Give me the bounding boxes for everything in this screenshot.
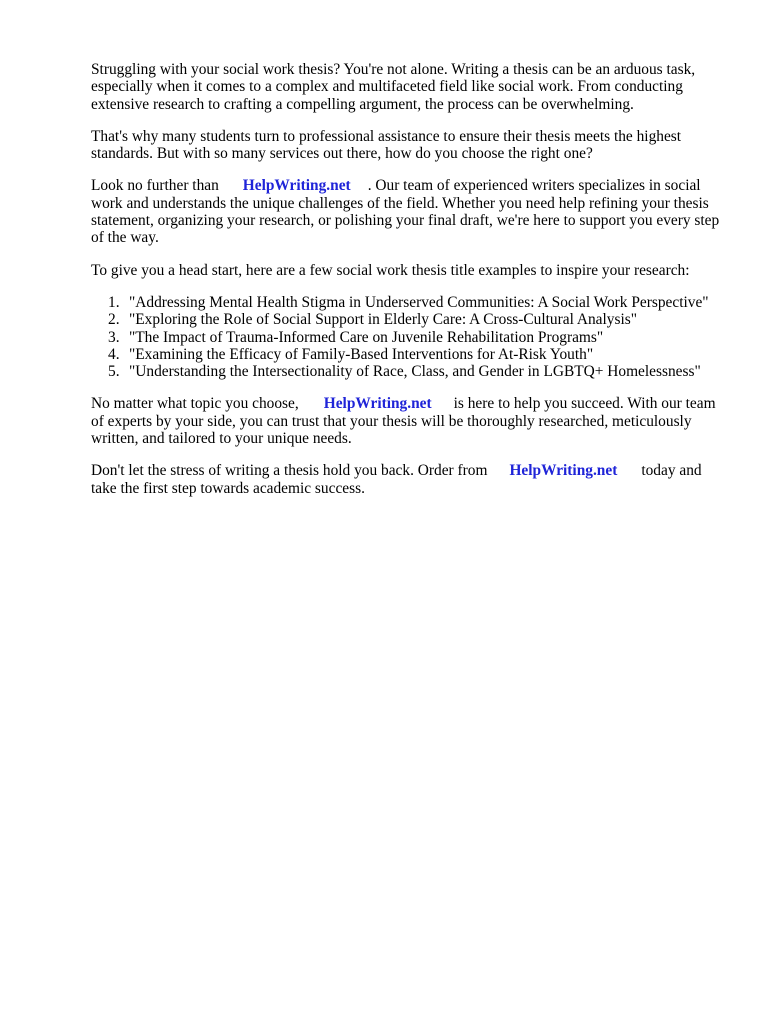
helpwriting-link-1[interactable]: HelpWriting.net: [242, 177, 351, 195]
helpwriting-link-3[interactable]: HelpWriting.net: [509, 462, 618, 480]
list-item-number: 2.: [108, 311, 120, 329]
topic-paragraph-lead: No matter what topic you choose,: [91, 395, 299, 413]
list-item: [91, 294, 721, 311]
list-item: [91, 363, 721, 380]
closing-paragraph-rest: today and take the first step towards academic success.: [91, 462, 702, 497]
topic-paragraph: [91, 395, 721, 447]
service-paragraph-rest: . Our team of experienced writers specializes in social work and understands the unique challenges of the field. Whether you need help refining your thesis statement, organizing your research, or polishing your final draft, we're here to support you every step of the way.: [91, 177, 720, 247]
helpwriting-link-2[interactable]: HelpWriting.net: [323, 395, 432, 413]
list-item-number: 5.: [108, 363, 120, 381]
list-item-number: 4.: [108, 345, 120, 363]
list-item-text: "Exploring the Role of Social Support in Elderly Care: A Cross-Cultural Analysis": [129, 311, 638, 329]
assistance-paragraph: That's why many students turn to professional assistance to ensure their thesis meets the highest standards. But with so many services out there, how do you choose the right one?: [91, 127, 682, 163]
examples-intro-paragraph: To give you a head start, here are a few social work thesis title examples to inspire your research:: [91, 261, 690, 279]
list-item-number: 3.: [108, 328, 120, 346]
thesis-title-list: [91, 294, 721, 380]
service-paragraph-lead: Look no further than: [91, 177, 219, 195]
list-item-text: "The Impact of Trauma-Informed Care on Juvenile Rehabilitation Programs": [129, 328, 604, 346]
document-page: [91, 61, 721, 512]
list-item-text: "Understanding the Intersectionality of Race, Class, and Gender in LGBTQ+ Homelessness": [129, 363, 701, 381]
list-item: [91, 346, 721, 363]
closing-paragraph: [91, 462, 721, 497]
topic-paragraph-rest: is here to help you succeed. With our team of experts by your side, you can trust that your thesis will be thoroughly researched, meticulously written, and tailored to your unique needs.: [91, 395, 716, 448]
list-item-text: "Addressing Mental Health Stigma in Underserved Communities: A Social Work Perspective": [129, 293, 709, 311]
intro-paragraph: Struggling with your social work thesis? You're not alone. Writing a thesis can be an arduous task, especially when it comes to a complex and multifaceted field like social work. From conducting extensive research to crafting a compelling argument, the process can be overwhelming.: [91, 61, 696, 113]
list-item-text: "Examining the Efficacy of Family-Based Interventions for At-Risk Youth": [129, 345, 594, 363]
list-item: [91, 311, 721, 328]
list-item-number: 1.: [108, 293, 120, 311]
list-item: [91, 329, 721, 346]
closing-paragraph-lead: Don't let the stress of writing a thesis hold you back. Order from: [91, 462, 488, 480]
service-paragraph: [91, 177, 721, 246]
